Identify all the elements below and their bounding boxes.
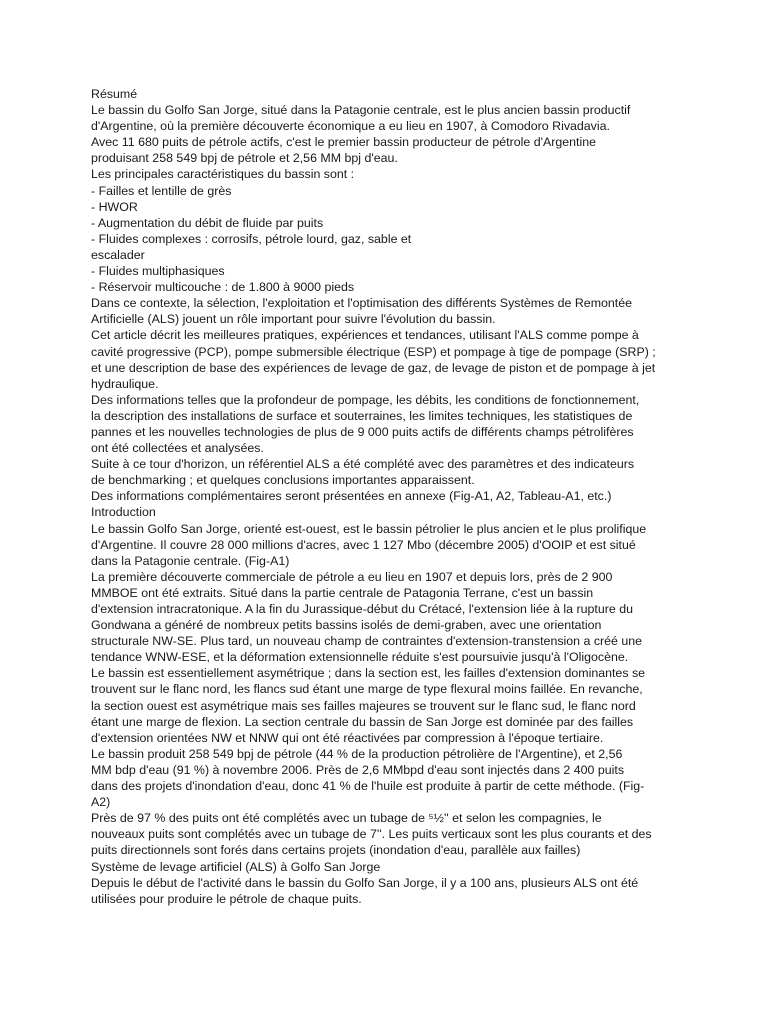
text-line: structurale NW-SE. Plus tard, un nouveau champ de contraintes d'extension-transtension a créé une (91, 634, 643, 649)
text-line: Des informations complémentaires seront présentées en annexe (Fig-A1, A2, Tableau-A1, etc.) (91, 489, 612, 504)
text-line: Les principales caractéristiques du bassin sont : (91, 167, 355, 182)
text-line: d'extension intracratonique. A la fin du Jurassique-début du Crétacé, l'extension liée à la rupture du (91, 602, 633, 616)
text-line: de benchmarking ; et quelques conclusions importantes apparaissent. (91, 473, 475, 488)
text-line: Cet article décrit les meilleures pratiques, expériences et tendances, utilisant l'ALS comme pompe à (91, 328, 639, 343)
text-line: produisant 258 549 bpj de pétrole et 2,56 MM bpj d'eau. (91, 151, 398, 166)
text-line: Le bassin est essentiellement asymétrique ; dans la section est, les failles d'extension dominantes se (91, 666, 646, 681)
text-line: cavité progressive (PCP), pompe submersible électrique (ESP) et pompage à tige de pompage (SRP) ; (91, 344, 656, 359)
text-line: hydraulique. (91, 376, 159, 391)
text-line: et une description de base des expériences de levage de gaz, de levage de piston et de pompage à jet (91, 360, 656, 375)
text-line: Gondwana a généré de nombreux petits bassins isolés de demi-graben, avec une orientation (91, 618, 602, 633)
list-item: - HWOR (91, 199, 138, 214)
list-item: - Fluides multiphasiques (91, 264, 225, 279)
text-line: Des informations telles que la profondeur de pompage, les débits, les conditions de fonctionnement, (91, 392, 640, 407)
text-line: Près de 97 % des puits ont été complétés avec un tubage de ⁵½'' et selon les compagnies, le (91, 811, 602, 826)
text-line: tendance WNW-ESE, et la déformation extensionnelle réduite s'est poursuivie jusqu'à l'Oligocène. (91, 650, 629, 665)
text-line: Le bassin Golfo San Jorge, orienté est-ouest, est le bassin pétrolier le plus ancien et le plus prolifique (91, 521, 647, 536)
list-item: - Réservoir multicouche : de 1.800 à 9000 pieds (91, 280, 355, 295)
text-line: Suite à ce tour d'horizon, un référentiel ALS a été complété avec des paramètres et des indicateurs (91, 457, 635, 472)
list-item: - Failles et lentille de grès (91, 183, 232, 198)
text-line: Le bassin produit 258 549 bpj de pétrole (44 % de la production pétrolière de l'Argentine), et 2,56 (91, 746, 623, 761)
list-item-continuation: escalader (91, 247, 145, 262)
section-heading-introduction: Introduction (91, 505, 156, 520)
text-line: ont été collectées et analysées. (91, 441, 264, 456)
text-line: d'Argentine. Il couvre 28 000 millions d'acres, avec 1 127 Mbo (décembre 2005) d'OOIP et est situé (91, 537, 636, 552)
text-line: nouveaux puits sont complétés avec un tubage de 7''. Les puits verticaux sont les plus courants et des (91, 827, 652, 842)
text-line: d'extension orientées NW et NNW qui ont été réactivées par compression à l'époque tertiaire. (91, 730, 604, 745)
text-line: utilisées pour produire le pétrole de chaque puits. (91, 891, 362, 906)
list-item: - Fluides complexes : corrosifs, pétrole lourd, gaz, sable et (91, 231, 412, 246)
text-line: la description des installations de surface et souterraines, les limites techniques, les statistiques de (91, 408, 633, 423)
text-line: Artificielle (ALS) jouent un rôle important pour suivre l'évolution du bassin. (91, 312, 496, 327)
text-line: étant une marge de flexion. La section centrale du bassin de San Jorge est dominée par des failles (91, 714, 634, 729)
text-line: A2) (91, 795, 111, 810)
text-line: dans des projets d'inondation d'eau, donc 41 % de l'huile est produite à partir de cette méthode. (Fig- (91, 779, 645, 794)
section-heading-als: Système de levage artificiel (ALS) à Golfo San Jorge (91, 859, 381, 874)
text-line: Dans ce contexte, la sélection, l'exploitation et l'optimisation des différents Systèmes de Remontée (91, 296, 633, 311)
text-line: puits directionnels sont forés dans certains projets (inondation d'eau, parallèle aux failles) (91, 843, 581, 858)
text-line: MM bdp d'eau (91 %) à novembre 2006. Près de 2,6 MMbpd d'eau sont injectés dans 2 400 puits (91, 762, 625, 777)
document-body (91, 86, 691, 907)
text-line: Avec 11 680 puits de pétrole actifs, c'est le premier bassin producteur de pétrole d'Argentine (91, 135, 597, 150)
text-line: trouvent sur le flanc nord, les flancs sud étant une marge de type flexural moins faillée. En revanche, (91, 682, 643, 697)
text-line: d'Argentine, où la première découverte économique a eu lieu en 1907, à Comodoro Rivadavia. (91, 119, 610, 134)
text-line: MMBOE ont été extraits. Situé dans la partie centrale de Patagonia Terrane, c'est un bassin (91, 585, 594, 600)
text-line: Depuis le début de l'activité dans le bassin du Golfo San Jorge, il y a 100 ans, plusieurs ALS ont été (91, 875, 639, 890)
section-heading-resume: Résumé (91, 87, 138, 101)
text-line: pannes et les nouvelles technologies de plus de 9 000 puits actifs de différents champs pétrolifères (91, 424, 634, 439)
text-line: Le bassin du Golfo San Jorge, situé dans la Patagonie centrale, est le plus ancien bassin productif (91, 103, 631, 118)
text-line: dans la Patagonie centrale. (Fig-A1) (91, 553, 290, 568)
list-item: - Augmentation du débit de fluide par puits (91, 215, 324, 230)
text-line: la section ouest est asymétrique mais ses failles majeures se trouvent sur le flanc sud, le flanc nord (91, 698, 636, 713)
text-line: La première découverte commerciale de pétrole a eu lieu en 1907 et depuis lors, près de 2 900 (91, 569, 613, 584)
